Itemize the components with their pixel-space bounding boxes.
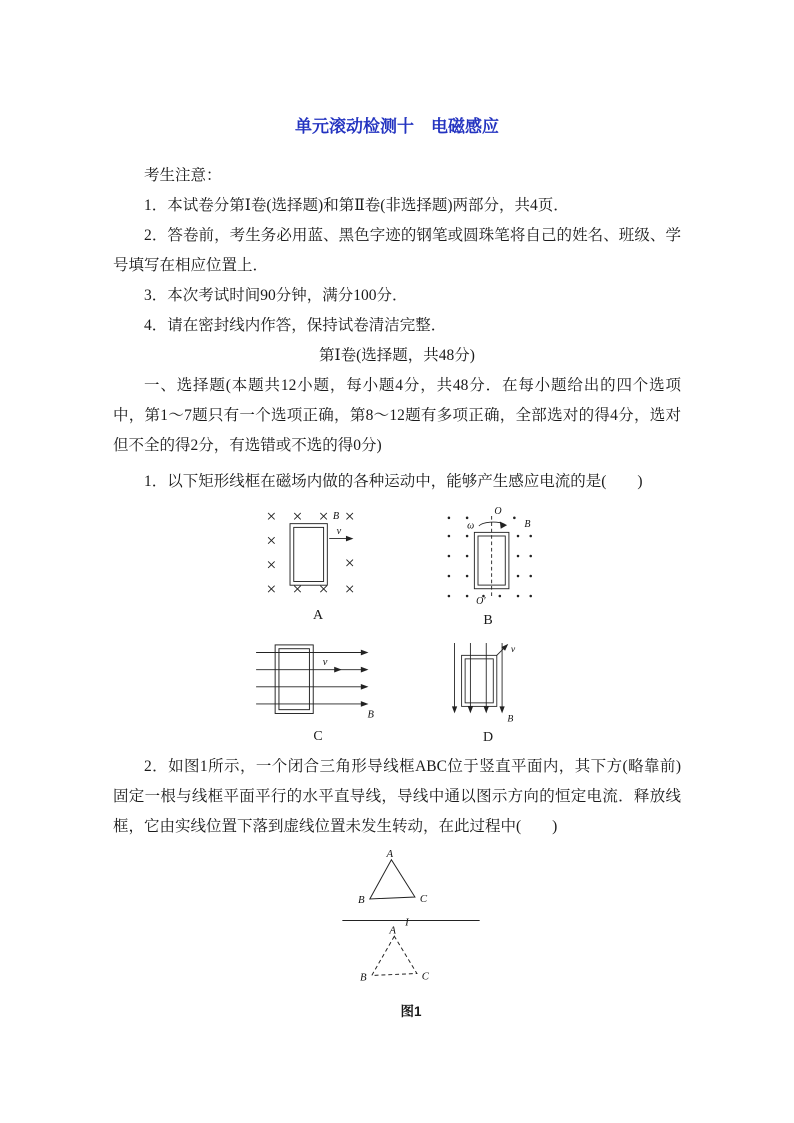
field-arrowheads-icon (361, 650, 369, 707)
solid-vertex-b-label: B (358, 893, 365, 906)
velocity-label: v (336, 525, 342, 537)
wire-loop-inner (279, 649, 309, 710)
notice-item-1: 1．本试卷分第Ⅰ卷(选择题)和第Ⅱ卷(非选择题)两部分，共4页． (144, 197, 569, 214)
wire-loop-outer (462, 655, 497, 706)
solid-vertex-a-label: A (386, 847, 394, 860)
question-2-text: 2．如图1所示，一个闭合三角形导线框ABC位于竖直平面内，其下方(略靠前)固定一根与线框平面平行的水平直导线，导线中通以图示方向的恒定电流．释放线框，它由实线位置下落到虚线位置未发生转动，在此过程中( ) (113, 758, 681, 835)
section-header: 第Ⅰ卷(选择题，共48分) (319, 347, 475, 364)
notice-item-3: 3．本次考试时间90分钟，满分100分． (144, 287, 408, 304)
current-label: I (405, 916, 409, 929)
q1-diagram-row-2 (233, 643, 573, 746)
option-label-a: A (312, 608, 324, 623)
field-into-page-diagram (262, 505, 374, 602)
triangle-loop-above-wire-diagram (341, 846, 481, 998)
dashed-vertex-a-label: A (389, 924, 397, 937)
option-label-d: D (482, 730, 494, 745)
q1-diagram-b (403, 505, 573, 629)
notice-item-2: 2．答卷前，考生务必用蓝、黑色字迹的钢笔或圆珠笔将自己的姓名、班级、学号填写在相应位置上． (113, 227, 681, 274)
field-label: B (507, 713, 514, 724)
option-label-c: C (313, 729, 323, 744)
question-2-figure (341, 846, 481, 1020)
velocity-arrowhead-icon (346, 536, 353, 542)
field-label: B (332, 510, 340, 522)
wire-loop-outer (290, 524, 327, 586)
dashed-vertex-b-label: B (360, 971, 367, 984)
dashed-triangle-loop (372, 936, 417, 975)
notice-header: 考生注意： (144, 167, 222, 184)
field-out-of-page-rotation-diagram (438, 505, 538, 607)
dashed-vertex-c-label: C (421, 970, 429, 983)
q1-diagram-row-1 (233, 505, 573, 629)
wire-loop-inner (294, 527, 324, 581)
velocity-label: v (322, 656, 328, 668)
omega-label: ω (467, 520, 475, 532)
q1-diagram-d (403, 643, 573, 746)
field-label: B (367, 709, 374, 721)
notice-item-4: 4．请在密封线内作答，保持试卷清洁完整． (144, 317, 447, 334)
field-arrowheads-icon (452, 706, 505, 713)
vertical-field-lines-diagram (444, 643, 532, 724)
option-label-b: B (483, 613, 493, 628)
velocity-arrowhead-icon (334, 667, 342, 673)
field-label: B (524, 518, 531, 530)
wire-loop-outer (275, 645, 313, 714)
section-instructions: 一、选择题(本题共12小题，每小题4分，共48分．在每小题给出的四个选项中，第1～7题只有一个选项正确，第8～12题有多项正确，全部选对的得4分，选对但不全的得2分，有选错或不选的得0分) (113, 377, 681, 454)
rotation-arrowhead-icon (500, 521, 507, 528)
figure1-caption: 图1 (400, 1004, 422, 1019)
solid-vertex-c-label: C (419, 892, 428, 905)
velocity-label: v (510, 643, 516, 655)
q1-diagram-a (233, 505, 403, 629)
wire-loop-inner (465, 659, 493, 703)
q1-diagram-c (233, 643, 403, 746)
solid-triangle-loop (370, 860, 415, 899)
axis-bottom-label: O′ (476, 596, 486, 607)
horizontal-field-lines-diagram (256, 643, 380, 723)
question-1-text: 1．以下矩形线框在磁场内做的各种运动中，能够产生感应电流的是( ) (144, 473, 643, 490)
cross-field-symbols-icon (268, 510, 353, 592)
page-title: 单元滚动检测十 电磁感应 (295, 117, 499, 136)
axis-top-label: O (494, 506, 502, 518)
